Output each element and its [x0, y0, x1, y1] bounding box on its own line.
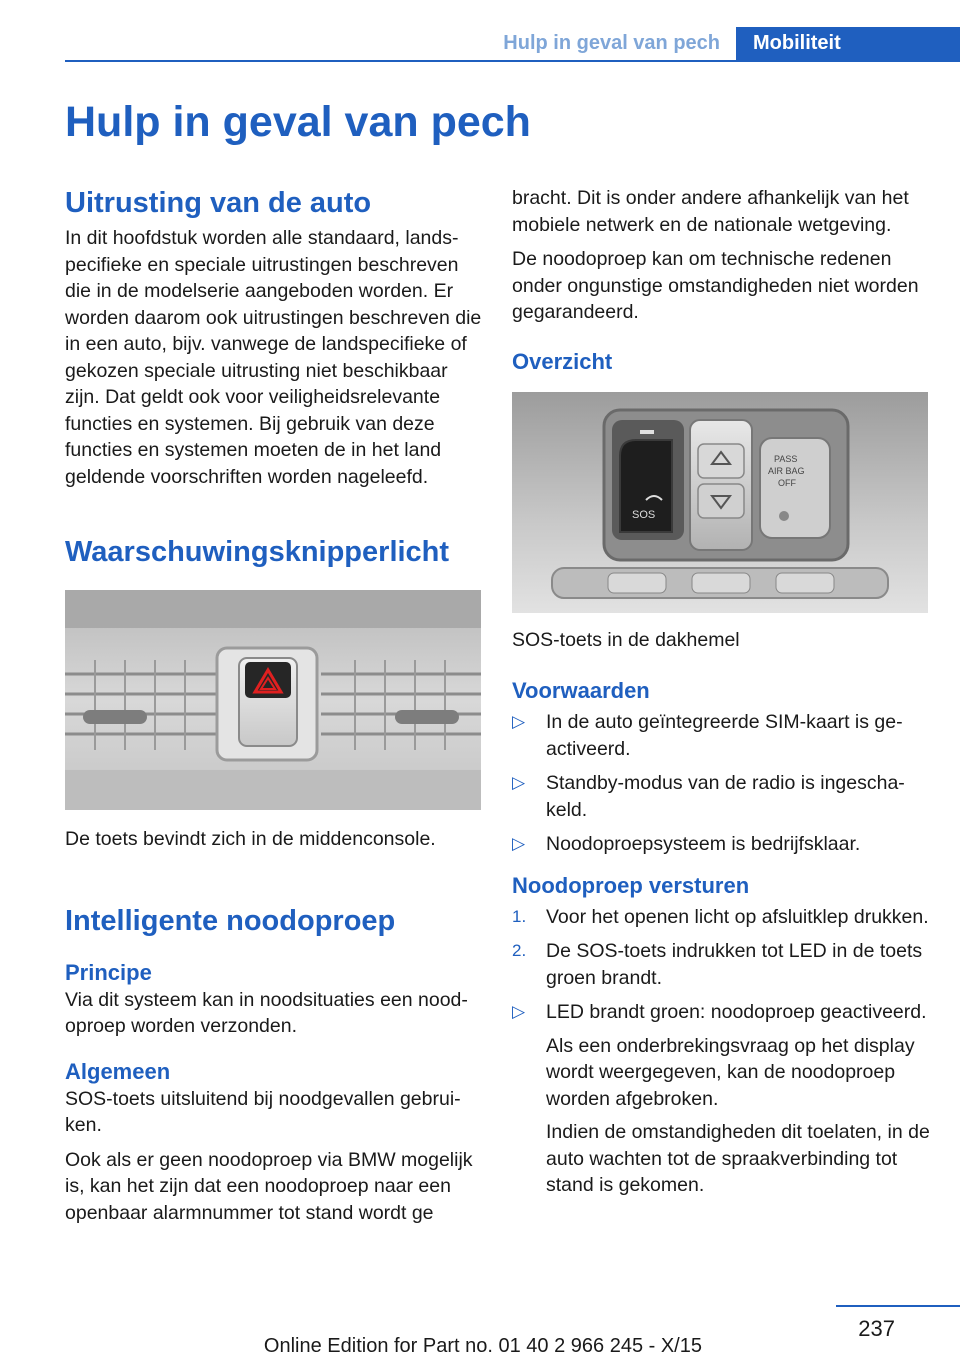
- list-item: ▷ In de auto geïntegreerde SIM-kaart is geactiveerd.: [512, 711, 903, 760]
- airbag-label-line-1: PASS: [774, 453, 798, 464]
- bullet-arrow-icon: ▷: [512, 1002, 526, 1021]
- airbag-label-line-3: OFF: [778, 477, 796, 488]
- hazard-switch-photo: [65, 590, 481, 810]
- footer-rule: [836, 1305, 960, 1307]
- bullet-arrow-icon: ▷: [512, 712, 526, 731]
- bullet-arrow-icon: ▷: [512, 773, 526, 792]
- list-item: ▷ Noodoproepsysteem is bedrijfsklaar.: [512, 831, 932, 858]
- left-column: [65, 185, 485, 1226]
- page-number: 237: [858, 1316, 895, 1341]
- emergency-call-heading: Intelligente noodoproep: [65, 904, 396, 937]
- sos-button-label: SOS: [632, 508, 656, 521]
- general-text-2: Ook als er geen noodoproep via BMW mogelijk is, kan het zijn dat een noodoproep naar een openbaar alarmnummer tot stand wordt ge: [65, 1148, 473, 1224]
- sos-button-photo: [512, 392, 928, 613]
- guarantee-text: De noodoproep kan om technische redenen onder ongunstige omstandigheden niet worden gegarandeerd.: [512, 248, 919, 323]
- led-sub-text-2: Indien de omstandigheden dit toelaten, in de auto wachten tot de spraakverbinding tot stand is gekomen.: [546, 1121, 930, 1196]
- hazard-heading: Waarschuwingsknipperlicht: [65, 536, 450, 568]
- principle-text: Via dit systeem kan in noodsituaties een noodoproep worden verzonden.: [65, 988, 468, 1037]
- general-text-1: SOS-toets uitsluitend bij noodgevallen gebruiken.: [65, 1087, 461, 1136]
- overview-heading: Overzicht: [512, 348, 613, 374]
- right-column: [512, 185, 932, 1207]
- list-item: ▷ Standby-modus van de radio is ingeschakeld.: [512, 772, 905, 821]
- bullet-arrow-icon: ▷: [512, 834, 526, 853]
- principle-heading: Principe: [65, 959, 152, 985]
- sos-caption: SOS-toets in de dakhemel: [512, 628, 740, 651]
- equipment-heading: Uitrusting van de auto: [65, 187, 372, 219]
- send-call-heading: Noodoproep versturen: [512, 872, 750, 898]
- hazard-caption: De toets bevindt zich in de middenconsole.: [65, 828, 436, 850]
- step-number: 1.: [512, 906, 527, 926]
- hazard-switch-illustration: [65, 590, 481, 810]
- edition-note: Online Edition for Part no. 01 40 2 966 245 - X/15: [263, 1335, 702, 1357]
- page-header: [65, 27, 960, 62]
- airbag-label-line-2: AIR BAG: [768, 465, 805, 476]
- list-item: ▷ LED brandt groen: noodoproep geactiveerd. Als een onderbrekingsvraag op het display wordt weergegeven, kan de noodoproep worden afgebroken. Indien de omstandigheden dit toelaten, in de auto wachten tot de spraakverbinding tot stand is gekomen.: [512, 999, 932, 1199]
- equipment-text: In dit hoofdstuk worden alle standaard, landspecifieke en speciale uitrustingen beschreven die in de modelserie aangeboden worden. Er worden daarom ook uitrustingen beschreven die in een auto, bijv. vanwege de landspecifieke of gekozen speciale uitrusting niet beschikbaar zijn. Dat geldt ook voor veiligheidsrelevante functies en systemen. Bij gebruik van deze functies en systemen moeten de in het land geldende voorschriften worden nageleefd.: [65, 227, 482, 488]
- requirements-heading: Voorwaarden: [512, 678, 650, 703]
- send-steps-list: [512, 904, 932, 1199]
- led-sub-text-1: Als een onderbrekingsvraag op het display wordt weergegeven, kan de noodoproep worden afgebroken.: [546, 1034, 915, 1110]
- step-number: 2.: [512, 941, 527, 960]
- page-title: Hulp in geval van pech: [65, 98, 531, 146]
- requirements-list: [512, 709, 932, 858]
- list-item: 2. De SOS-toets indrukken tot LED in de toets groen brandt.: [512, 940, 923, 989]
- list-item: 1. Voor het openen licht op afsluitklep drukken.: [512, 904, 932, 931]
- sos-button-illustration: [512, 392, 928, 613]
- header-chapter-tab: Mobiliteit: [736, 27, 960, 62]
- header-section-title: Hulp in geval van pech: [503, 32, 720, 54]
- continued-text: bracht. Dit is onder andere afhankelijk van het mobiele netwerk en de nationale wetgeving.: [512, 187, 909, 236]
- general-heading: Algemeen: [65, 1058, 171, 1084]
